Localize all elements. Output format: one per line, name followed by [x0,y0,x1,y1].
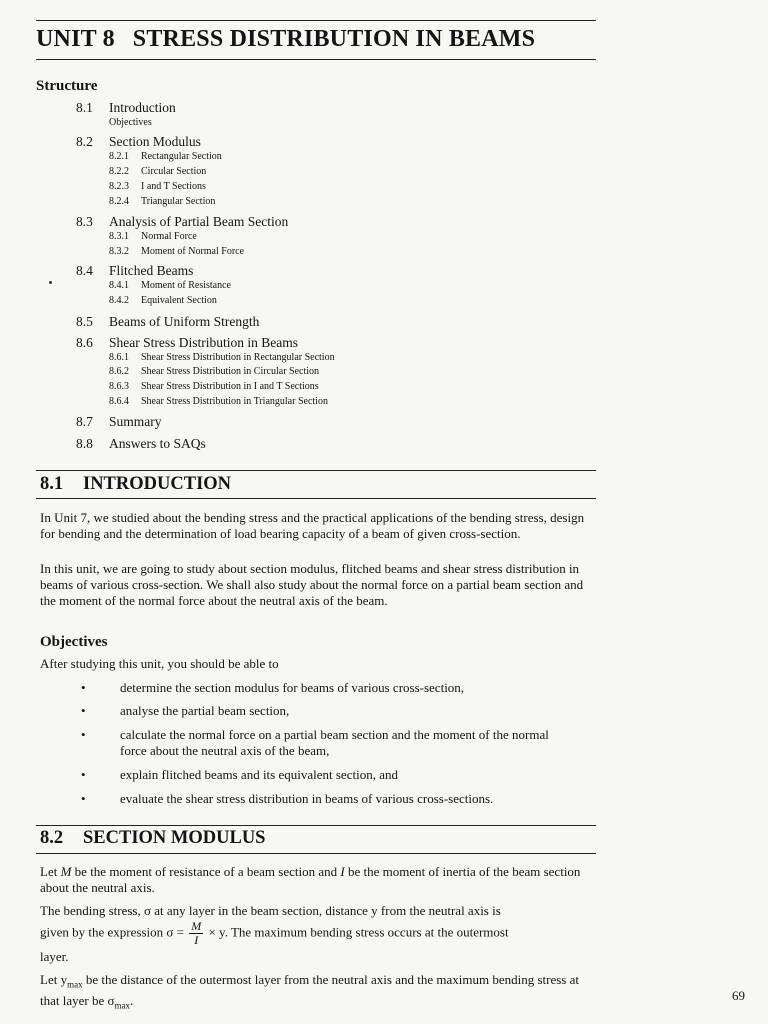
unit-label: UNIT 8 [36,26,115,52]
unit-title [36,26,535,53]
toc-item: 8.2 Section Modulus [76,134,201,149]
toc-subitem: 8.3.1 Normal Force [109,231,197,242]
top-rule [36,20,596,21]
toc-note: Objectives [109,117,152,128]
section-rule [36,853,596,854]
toc-item: 8.4 Flitched Beams [76,263,194,278]
toc-subitem: 8.4.1 Moment of Resistance [109,280,231,291]
section-modulus-paragraph-4: Let $y_{max}$ be the distance of the outermost layer from the neutral axis and the maximum bending stress at that layer be $\sigma_{max}$. [40,972,579,1011]
toc-item: 8.8 Answers to SAQs [76,436,206,451]
bullet-icon: • [81,703,86,718]
section-rule [36,825,596,826]
introduction-heading: 8.1 INTRODUCTION [40,474,232,494]
page-number: 69 [732,988,745,1003]
title-rule [36,59,596,60]
section-modulus-paragraph-2: The bending stress, σ at any layer in the beam section, distance y from the neutral axis is [40,903,501,918]
section-modulus-paragraph-3: layer. [40,949,69,964]
toc-subitem: 8.6.1 Shear Stress Distribution in Rectangular Section [109,352,335,363]
toc-subitem: 8.6.4 Shear Stress Distribution in Triangular Section [109,396,328,407]
toc-subitem: 8.2.1 Rectangular Section [109,151,222,162]
toc-subitem: 8.6.3 Shear Stress Distribution in I and T Sections [109,381,319,392]
toc-item: 8.7 Summary [76,414,162,429]
bullet-icon: • [81,727,86,742]
scan-speck [49,281,52,284]
toc-subitem: 8.4.2 Equivalent Section [109,295,217,306]
section-modulus-heading: 8.2 SECTION MODULUS [40,828,266,848]
structure-heading: Structure [36,78,98,94]
toc-subitem: 8.6.2 Shear Stress Distribution in Circular Section [109,366,320,377]
intro-paragraph-1: In Unit 7, we studied about the bending stress and the practical applications of the bending stress, design for bending and the determination of load bearing capacity of a beam of given cross-section. [40,510,585,541]
intro-paragraph-2: In this unit, we are going to study about section modulus, flitched beams and shear stress distribution in beams of various cross-section. We shall also study about the normal force on a partial beam section and the moment of the normal force about the neutral axis of the beam. [40,561,584,608]
toc-subitem: 8.2.3 I and T Sections [109,181,206,192]
toc-subitem: 8.3.2 Moment of Normal Force [109,246,245,257]
bullet-icon: • [81,767,86,782]
objectives-heading: Objectives [40,634,108,650]
unit-title-text: STRESS DISTRIBUTION IN BEAMS [132,26,536,52]
toc-item: 8.5 Beams of Uniform Strength [76,314,260,329]
toc-item: 8.6 Shear Stress Distribution in Beams [76,335,298,350]
section-rule [36,498,596,499]
fraction-m-over-i: $\frac{M}{I}$ [191,919,202,947]
toc-subitem: 8.2.4 Triangular Section [109,196,216,207]
bending-stress-formula: given by the expression σ = $\frac{M}{I}$ × y. The maximum bending stress occurs at the outermost [40,919,509,947]
section-modulus-paragraph-1: Let M be the moment of resistance of a beam section and I be the moment of inertia of the beam section about the neutral axis. [40,864,581,895]
bullet-icon: • [81,680,86,695]
toc-subitem: 8.2.2 Circular Section [109,166,207,177]
objectives-lead: After studying this unit, you should be able to [40,656,279,671]
toc-item: 8.3 Analysis of Partial Beam Section [76,214,289,229]
section-rule [36,470,596,471]
toc-item: 8.1 Introduction [76,100,176,115]
bullet-icon: • [81,791,86,806]
